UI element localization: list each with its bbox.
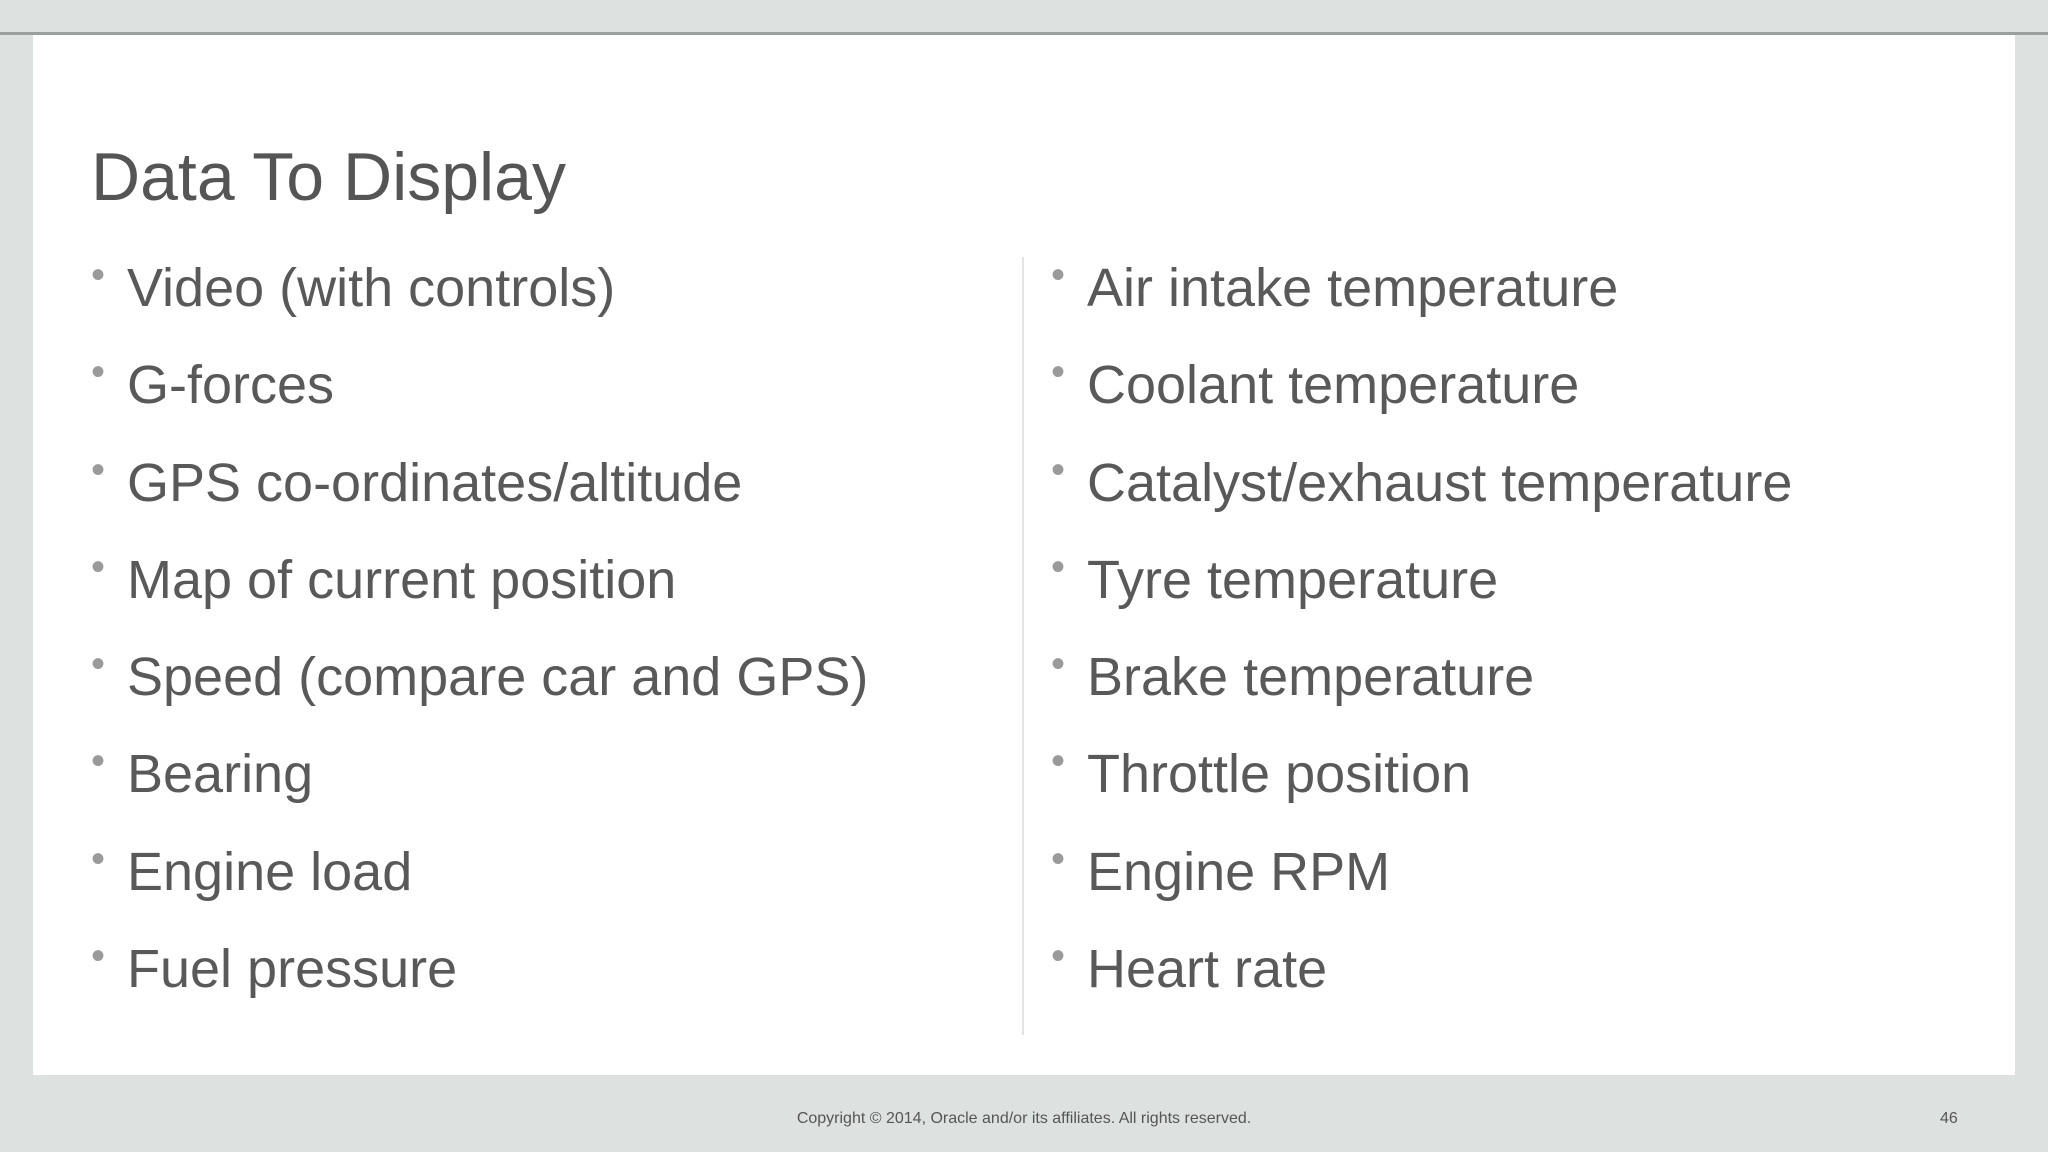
bullet-icon: • <box>91 642 106 687</box>
list-item-text: Air intake temperature <box>1087 258 1619 318</box>
bullet-icon: • <box>1051 350 1066 395</box>
list-item <box>91 934 1011 1039</box>
list-item-text: Brake temperature <box>1087 647 1535 708</box>
left-bullet-list <box>91 253 1011 1039</box>
list-item <box>1051 544 1971 650</box>
list-item-text: Speed (compare car and GPS) <box>127 647 869 708</box>
bullet-icon: • <box>91 934 106 979</box>
list-item-text: Throttle position <box>1087 744 1472 805</box>
bullet-icon: • <box>1051 447 1066 492</box>
list-item <box>91 836 1011 942</box>
list-item-text: Bearing <box>127 744 314 805</box>
bullet-icon: • <box>1051 739 1066 784</box>
list-item <box>1051 350 1971 455</box>
bullet-icon: • <box>91 447 106 492</box>
bullet-icon: • <box>1051 642 1066 687</box>
slide-canvas <box>33 35 2015 1075</box>
list-item-text: Catalyst/exhaust temperature <box>1087 452 1793 513</box>
right-bullet-list <box>1051 253 1971 1039</box>
list-item <box>91 642 1011 747</box>
list-item <box>1051 642 1971 747</box>
list-item-text: Heart rate <box>1087 939 1328 1000</box>
list-item-text: Coolant temperature <box>1087 355 1580 416</box>
list-item-text: Tyre temperature <box>1087 549 1499 610</box>
list-item-text: G-forces <box>127 355 335 416</box>
bullet-icon: • <box>91 739 106 784</box>
list-item <box>91 739 1011 844</box>
bullet-icon: • <box>91 836 106 881</box>
list-item-text: GPS co-ordinates/altitude <box>127 452 743 513</box>
list-item-text: Map of current position <box>127 549 677 610</box>
bullet-icon: • <box>1051 836 1066 881</box>
slide-title: Data To Display <box>91 139 566 215</box>
bullet-icon: • <box>1051 544 1066 589</box>
bullet-icon: • <box>91 253 106 297</box>
list-item-text: Fuel pressure <box>127 939 458 1000</box>
list-item <box>1051 934 1971 1039</box>
list-item <box>91 253 1011 358</box>
copyright-notice: Copyright © 2014, Oracle and/or its affiliates. All rights reserved. <box>796 1110 1252 1127</box>
list-item-text: Engine load <box>127 841 413 902</box>
list-item-text: Engine RPM <box>1087 841 1391 902</box>
column-divider <box>1022 257 1024 1035</box>
list-item <box>91 544 1011 650</box>
page-number: 46 <box>1940 1110 1958 1127</box>
list-item <box>1051 253 1971 358</box>
list-item <box>1051 836 1971 942</box>
bullet-icon: • <box>1051 253 1066 297</box>
bullet-icon: • <box>91 544 106 589</box>
list-item-text: Video (with controls) <box>127 258 616 318</box>
list-item <box>91 350 1011 455</box>
bullet-icon: • <box>1051 934 1066 979</box>
bullet-icon: • <box>91 350 106 395</box>
list-item <box>91 447 1011 553</box>
list-item <box>1051 739 1971 844</box>
list-item <box>1051 447 1971 553</box>
